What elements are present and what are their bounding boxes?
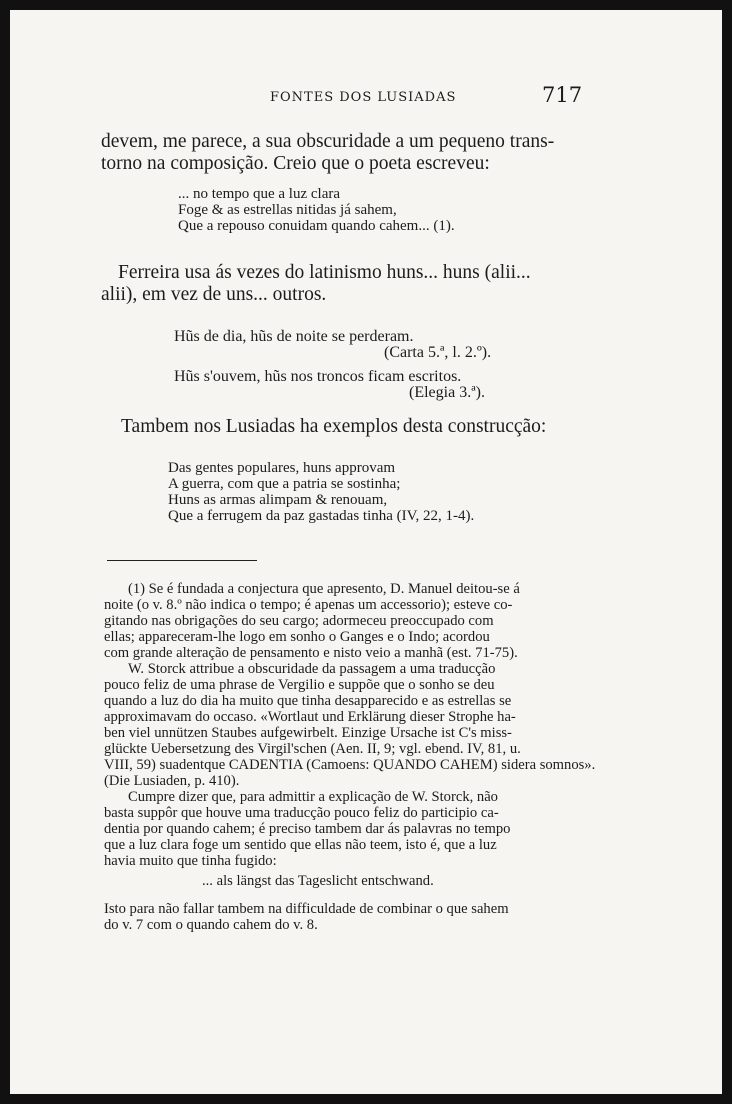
verse1-line-3: Que a repouso conuidam quando cahem... (1). bbox=[178, 218, 455, 234]
footnote-line-9: approximavam do occaso. «Wortlaut und Erklärung dieser Strophe ha- bbox=[104, 709, 516, 725]
footnote-line-7: pouco feliz de uma phrase de Vergilio e suppõe que o sonho se deu bbox=[104, 677, 495, 693]
verse1-line-2: Foge & as estrellas nitidas já sahem, bbox=[178, 202, 397, 218]
footnote-line-19: Isto para não fallar tambem na difficuldade de combinar o que sahem bbox=[104, 901, 509, 917]
para2-line-2: alii), em vez de uns... outros. bbox=[101, 284, 327, 305]
footnote-line-10: ben viel unnützen Staubes aufgewirbelt. Einzige Ursache ist C's miss- bbox=[104, 725, 512, 741]
book-page bbox=[10, 10, 722, 1094]
footnote-line-15: basta suppôr que houve uma traducção pouco feliz do participio ca- bbox=[104, 805, 499, 821]
verse3-line-2: A guerra, com que a patria se sostinha; bbox=[168, 476, 401, 492]
running-title: FONTES DOS LUSIADAS bbox=[270, 90, 457, 105]
footnote-line-12: VIII, 59) suadentque CADENTIA (Camoens: QUANDO CAHEM) sidera somnos». bbox=[104, 757, 596, 773]
quote2-line-4: (Elegia 3.ª). bbox=[409, 384, 485, 401]
footnote-line-17: que a luz clara foge um sentido que ellas não teem, isto é, que a luz bbox=[104, 837, 497, 853]
footnote-line-3: gitando nas obrigações do seu cargo; adormeceu preoccupado com bbox=[104, 613, 494, 629]
verse3-line-3: Huns as armas alimpam & renouam, bbox=[168, 492, 388, 508]
verse1-line-1: ... no tempo que a luz clara bbox=[178, 186, 341, 202]
quote2-line-3: Hũs s'ouvem, hũs nos troncos ficam escritos. bbox=[174, 368, 462, 385]
footnote-quote: ... als längst das Tageslicht entschwand. bbox=[202, 873, 434, 889]
footnote-line-1: (1) Se é fundada a conjectura que apresento, D. Manuel deitou-se á bbox=[128, 581, 520, 597]
page-number: 717 bbox=[542, 83, 583, 107]
footnote-line-6: W. Storck attribue a obscuridade da passagem a uma traducção bbox=[128, 661, 496, 677]
intro-line-1: devem, me parece, a sua obscuridade a um pequeno trans- bbox=[101, 131, 555, 152]
verse3-line-1: Das gentes populares, huns approvam bbox=[168, 460, 396, 476]
footnote-line-4: ellas; appareceram-lhe logo em sonho o Ganges e o Indo; acordou bbox=[104, 629, 490, 645]
para3-line-1: Tambem nos Lusiadas ha exemplos desta construcção: bbox=[121, 416, 547, 437]
verse3-line-4: Que a ferrugem da paz gastadas tinha (IV, 22, 1-4). bbox=[168, 508, 475, 524]
footnote-line-20: do v. 7 com o quando cahem do v. 8. bbox=[104, 917, 318, 933]
footnote-line-11: glückte Uebersetzung des Virgil'schen (Aen. II, 9; vgl. ebend. IV, 81, u. bbox=[104, 741, 521, 757]
footnote-rule bbox=[107, 560, 257, 561]
quote2-line-1: Hũs de dia, hũs de noite se perderam. bbox=[174, 328, 414, 345]
para2-line-1: Ferreira usa ás vezes do latinismo huns... huns (alii... bbox=[118, 262, 531, 283]
footnote-line-14: Cumpre dizer que, para admittir a explicação de W. Storck, não bbox=[128, 789, 498, 805]
intro-line-2: torno na composição. Creio que o poeta escreveu: bbox=[101, 153, 490, 174]
footnote-line-16: dentia por quando cahem; é preciso tambem dar ás palavras no tempo bbox=[104, 821, 511, 837]
footnote-line-13: (Die Lusiaden, p. 410). bbox=[104, 773, 240, 789]
footnote-line-5: com grande alteração de pensamento e nisto veio a manhã (est. 71-75). bbox=[104, 645, 518, 661]
footnote-line-18: havia muito que tinha fugido: bbox=[104, 853, 277, 869]
footnote-line-8: quando a luz do dia ha muito que tinha desapparecido e as estrellas se bbox=[104, 693, 512, 709]
footnote-line-2: noite (o v. 8.º não indica o tempo; é apenas um accessorio); esteve co- bbox=[104, 597, 513, 613]
quote2-line-2: (Carta 5.ª, l. 2.º). bbox=[384, 344, 492, 361]
